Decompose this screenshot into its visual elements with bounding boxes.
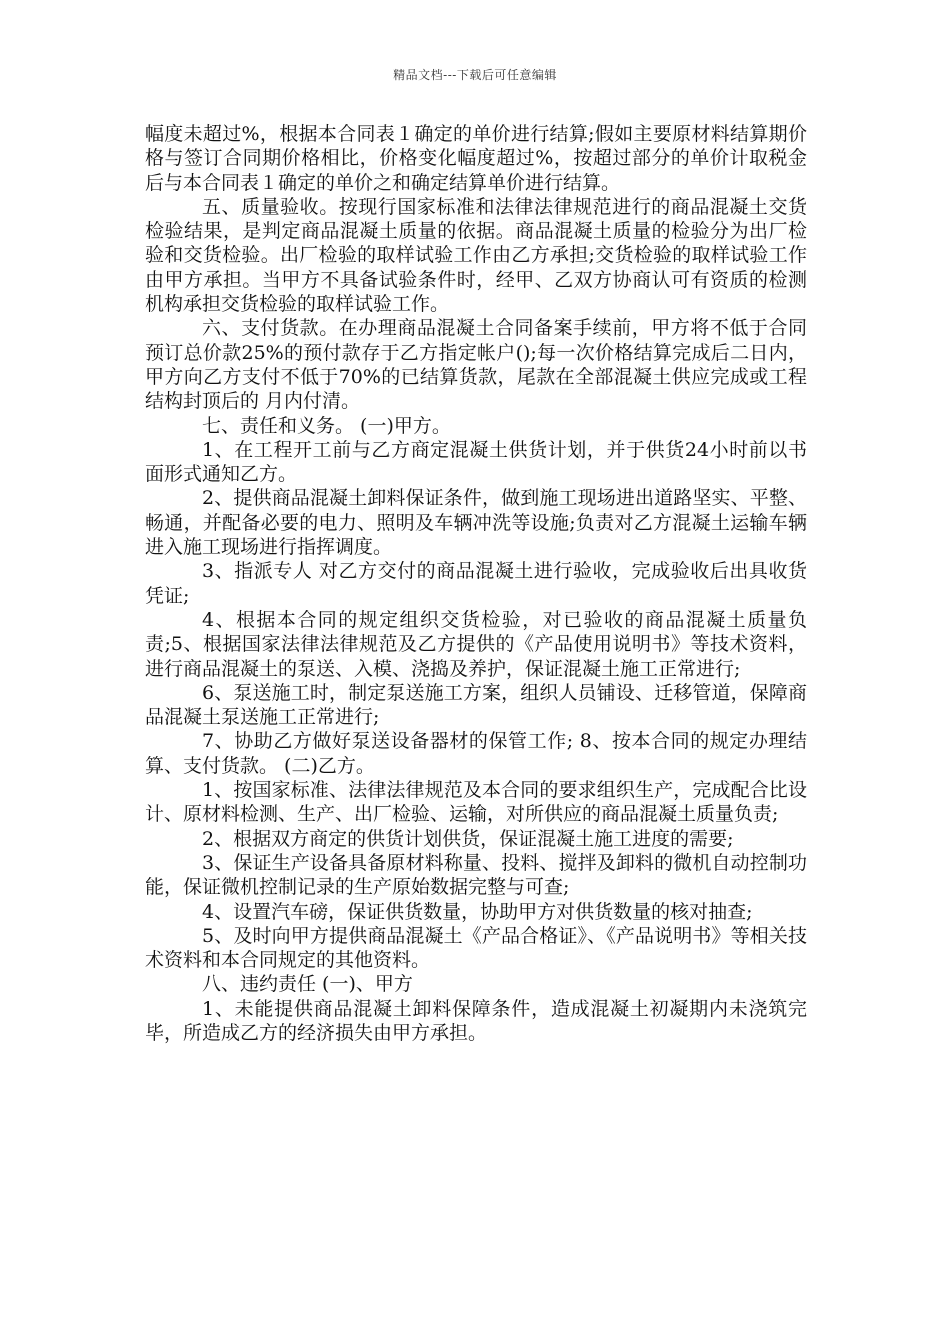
document-body — [145, 122, 807, 1045]
paragraph: 2、提供商品混凝土卸料保证条件，做到施工现场进出道路坚实、平整、畅通，并配备必要的电力、照明及车辆冲洗等设施;负责对乙方混凝土运输车辆进入施工现场进行指挥调度。 — [145, 487, 807, 559]
paragraph: 4、根据本合同的规定组织交货检验，对已验收的商品混凝土质量负责;5、根据国家法律法律规范及乙方提供的《产品使用说明书》等技术资料，进行商品混凝土的泵送、入模、浇捣及养护，保证混凝土施工正常进行; — [145, 608, 807, 680]
paragraph: 六、支付货款。在办理商品混凝土合同备案手续前，甲方将不低于合同预订总价款25%的预付款存于乙方指定帐户();每一次价格结算完成后二日内，甲方向乙方支付不低于70%的已结算货款，尾款在全部混凝土供应完成或工程结构封顶后的 月内付清。 — [145, 317, 807, 413]
paragraph: 3、指派专人 对乙方交付的商品混凝土进行验收，完成验收后出具收货凭证; — [145, 560, 807, 607]
paragraph: 七、责任和义务。 (一)甲方。 — [202, 414, 451, 437]
page-header: 精品文档---下载后可任意编辑 — [393, 68, 557, 82]
paragraph: 3、保证生产设备具备原材料称量、投料、搅拌及卸料的微机自动控制功能，保证微机控制记录的生产原始数据完整与可查; — [145, 851, 807, 899]
paragraph: 1、在工程开工前与乙方商定混凝土供货计划，并于供货24小时前以书面形式通知乙方。 — [145, 438, 807, 486]
paragraph: 幅度未超过%，根据本合同表１确定的单价进行结算;假如主要原材料结算期价格与签订合同期价格相比，价格变化幅度超过%，按超过部分的单价计取税金后与本合同表１确定的单价之和确定结算单价进行结算。 — [145, 123, 807, 194]
paragraph: 6、泵送施工时，制定泵送施工方案，组织人员铺设、迁移管道，保障商品混凝土泵送施工正常进行; — [145, 681, 807, 729]
paragraph: 八、违约责任 (一)、甲方 — [202, 973, 413, 996]
paragraph: 2、根据双方商定的供货计划供货，保证混凝土施工进度的需要; — [202, 827, 734, 850]
paragraph: 4、设置汽车磅，保证供货数量，协助甲方对供货数量的核对抽查; — [202, 900, 753, 923]
paragraph: 1、按国家标准、法律法律规范及本合同的要求组织生产，完成配合比设计、原材料检测、生产、出厂检验、运输，对所供应的商品混凝土质量负责; — [145, 779, 807, 826]
paragraph: 7、协助乙方做好泵送设备器材的保管工作; 8、按本合同的规定办理结算、支付货款。 (二)乙方。 — [145, 730, 807, 777]
paragraph: 5、及时向甲方提供商品混凝土《产品合格证》、《产品说明书》等相关技术资料和本合同规定的其他资料。 — [145, 924, 807, 972]
paragraph: 1、未能提供商品混凝土卸料保障条件，造成混凝土初凝期内未浇筑完毕，所造成乙方的经济损失由甲方承担。 — [145, 997, 807, 1044]
paragraph: 五、质量验收。按现行国家标准和法律法律规范进行的商品混凝土交货检验结果，是判定商品混凝土质量的依据。商品混凝土质量的检验分为出厂检验和交货检验。出厂检验的取样试验工作由乙方承担;交货检验的取样试验工作由甲方承担。当甲方不具备试验条件时，经甲、乙双方协商认可有资质的检测机构承担交货检验的取样试验工作。 — [145, 195, 807, 316]
